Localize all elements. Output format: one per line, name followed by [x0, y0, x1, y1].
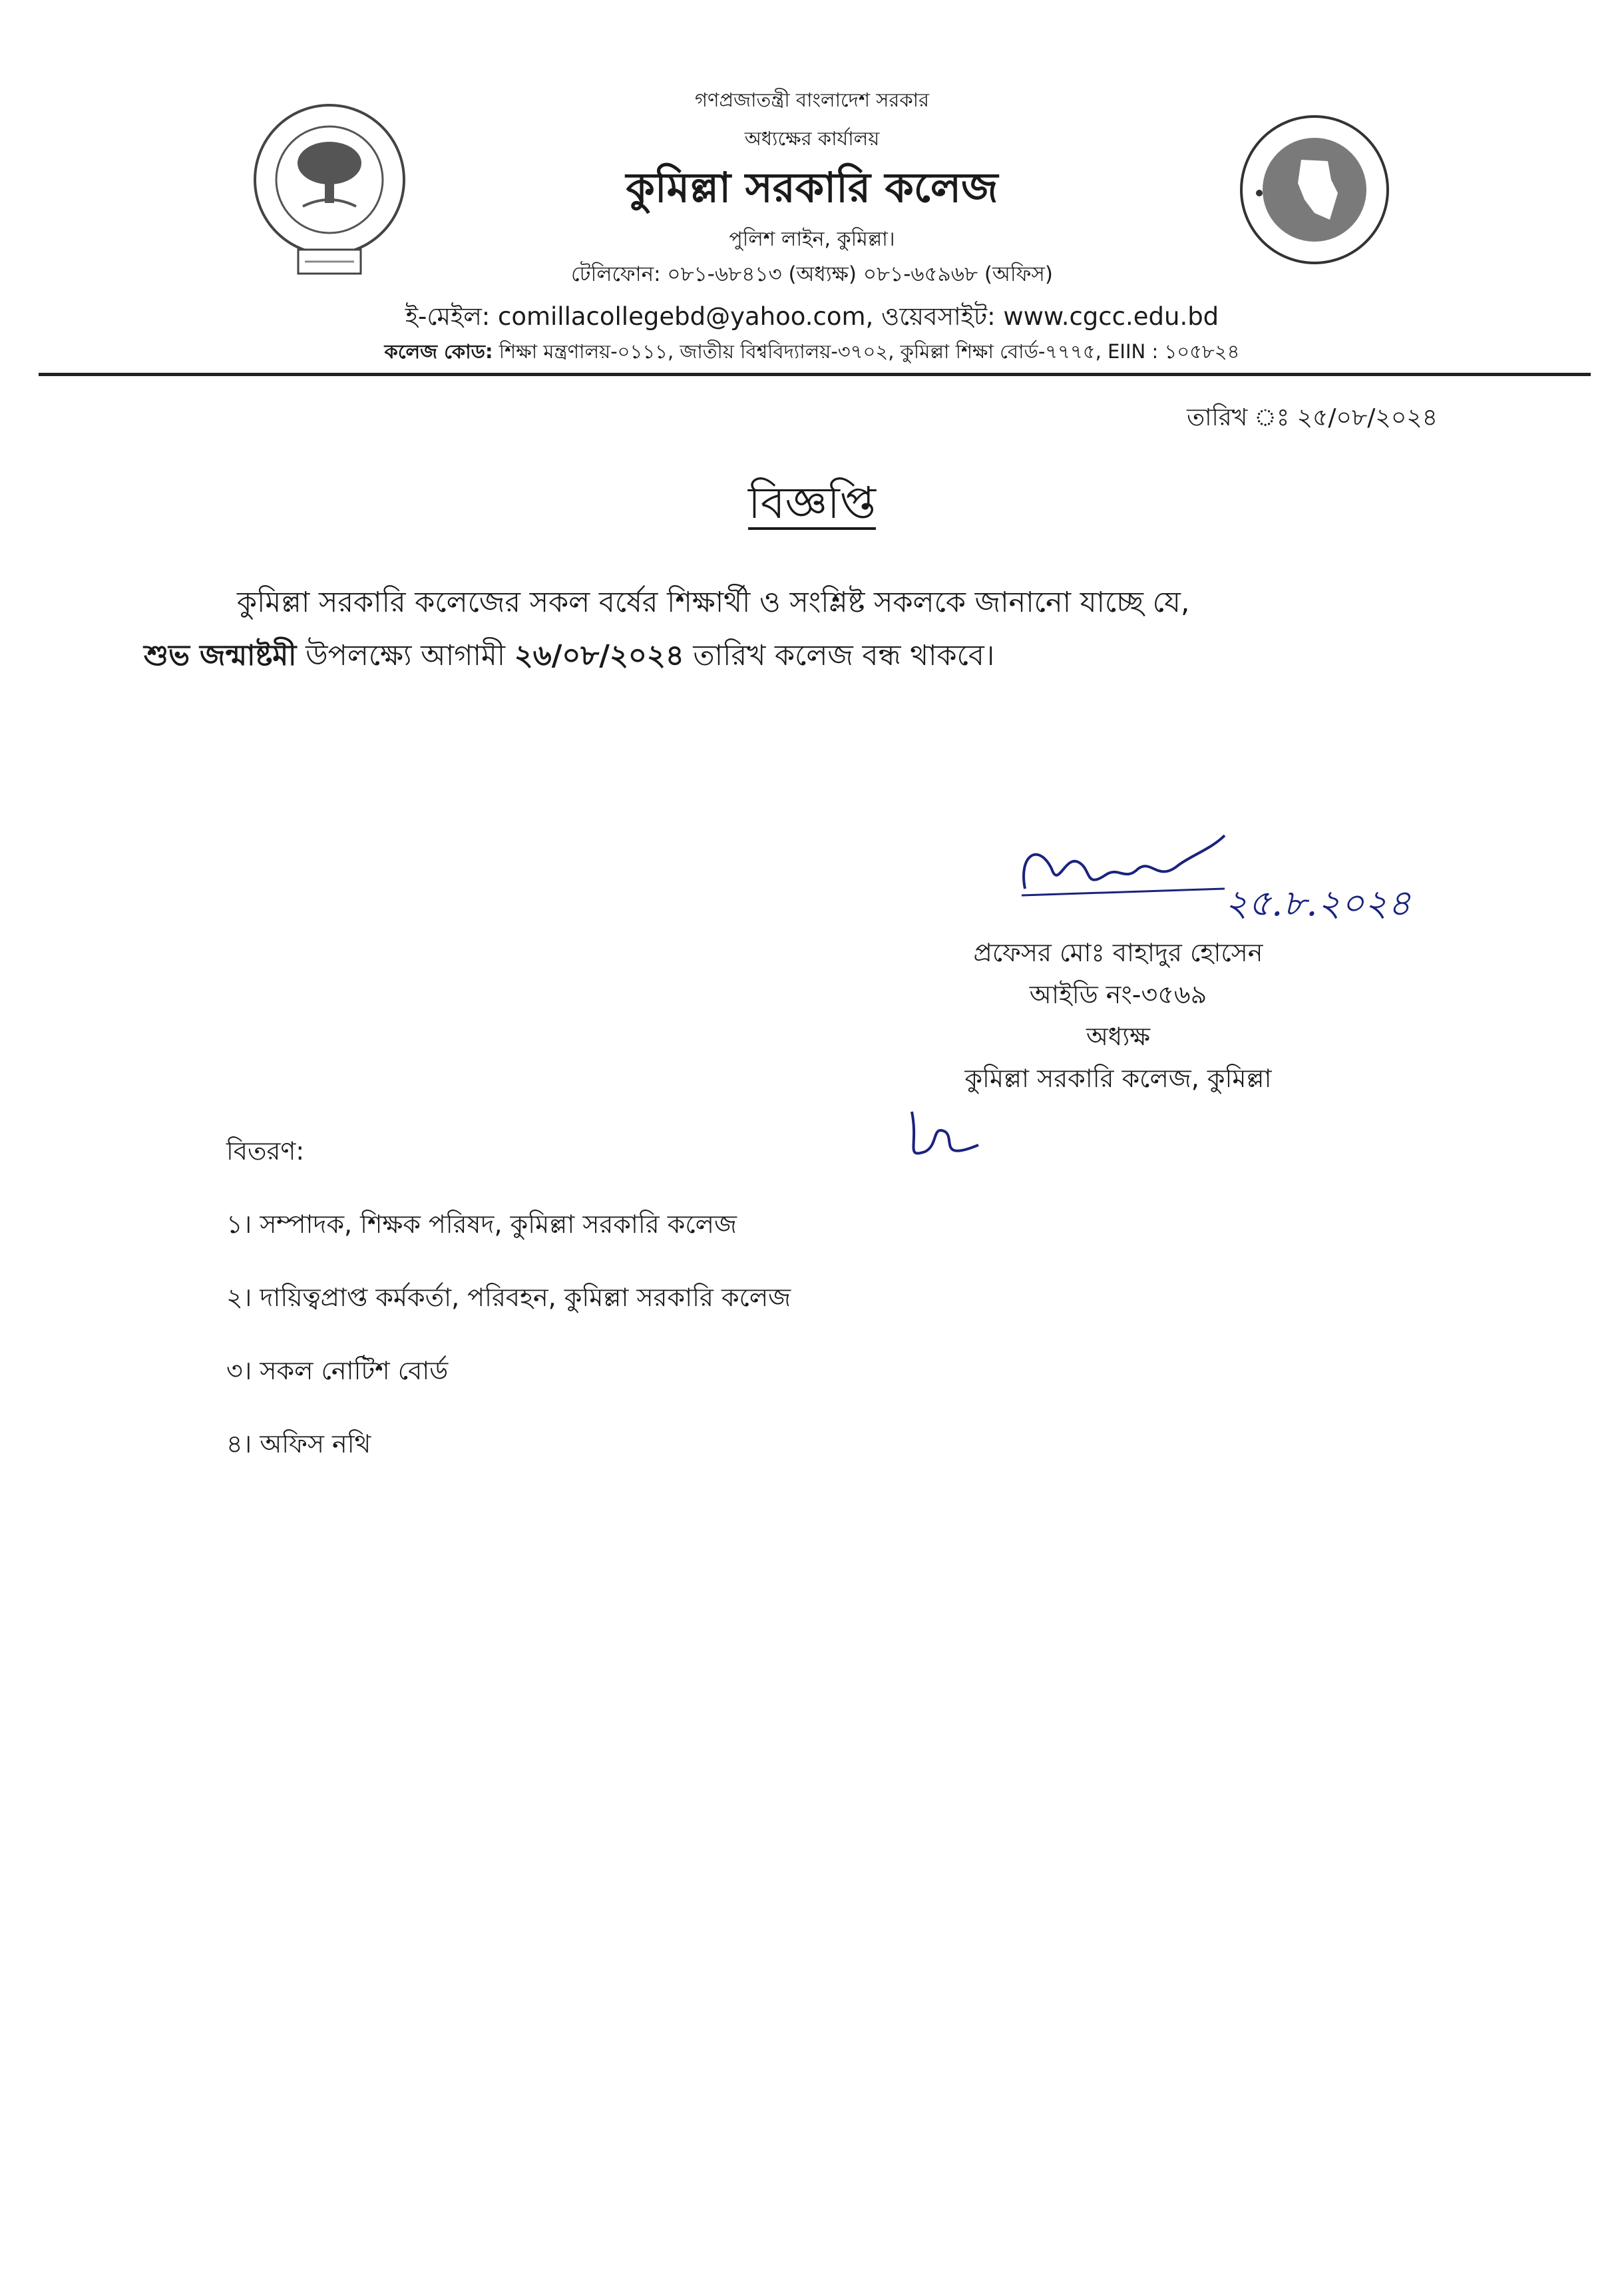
distribution-item: ৩। সকল নোটিশ বোর্ড: [226, 1356, 449, 1385]
notice-body: [144, 576, 1475, 682]
college-code-line: [0, 337, 1624, 369]
college-address: পুলিশ লাইন, কুমিল্লা।: [729, 228, 895, 251]
email-website-line: ই-মেইল: comillacollegebd@yahoo.com, ওয়েবসাইট: www.cgcc.edu.bd: [405, 302, 1219, 331]
notice-title: [0, 469, 1624, 543]
notice-date: তারিখ ঃ ২৫/০৮/২০২৪: [1187, 404, 1438, 431]
college-code-text: শিক্ষা মন্ত্রণালয়-০১১১, জাতীয় বিশ্ববিদ্যালয়-৩৭০২, কুমিল্লা শিক্ষা বোর্ড-৭৭৭৫, EIIN : ১০৫৮২৪: [493, 340, 1240, 363]
body-bold-date: ২৬/০৮/২০২৪: [514, 639, 684, 672]
signatory-block: [865, 932, 1371, 1100]
office-name: অধ্যক্ষের কার্যালয়: [744, 127, 880, 150]
signatory-id: আইডি নং-৩৫৬৯: [1029, 980, 1207, 1009]
body-part1: কুমিল্লা সরকারি কলেজের সকল বর্ষের শিক্ষার্থী ও সংশ্লিষ্ট সকলকে জানানো যাচ্ছে যে,: [237, 586, 1190, 619]
body-part2: উপলক্ষ্যে আগামী: [296, 639, 514, 672]
signature-date: ২৫.৮.২০২৪: [1225, 882, 1411, 924]
distribution-item: ৪। অফিস নথি: [226, 1429, 371, 1459]
body-part3: তারিখ কলেজ বন্ধ থাকবে।: [684, 639, 995, 672]
body-bold-occasion: শুভ জন্মাষ্টমী: [144, 639, 297, 672]
handwritten-signature: [1012, 829, 1238, 915]
college-name: কুমিল্লা সরকারি কলেজ: [626, 163, 998, 212]
government-name: গণপ্রজাতন্ত্রী বাংলাদেশ সরকার: [694, 89, 930, 111]
distribution-item: ২। দায়িত্বপ্রাপ্ত কর্মকর্তা, পরিবহন, কুমিল্লা সরকারি কলেজ: [226, 1283, 791, 1312]
signatory-name: প্রফেসর মোঃ বাহাদুর হোসেন: [973, 938, 1263, 967]
distribution-title: বিতরণ:: [226, 1136, 305, 1166]
signatory-designation: অধ্যক্ষ: [1086, 1022, 1150, 1051]
phone-line: টেলিফোন: ০৮১-৬৮৪১৩ (অধ্যক্ষ) ০৮১-৬৫৯৬৮ (অফিস): [571, 262, 1053, 286]
notice-title-text: বিজ্ঞপ্তি: [748, 477, 876, 529]
header-divider: [39, 373, 1591, 376]
college-code-label: কলেজ কোড:: [384, 340, 493, 363]
handwritten-initial: [892, 1098, 985, 1172]
signatory-institution: কুমিল্লা সরকারি কলেজ, কুমিল্লা: [964, 1064, 1272, 1093]
distribution-item: ১। সম্পাদক, শিক্ষক পরিষদ, কুমিল্লা সরকারি কলেজ: [226, 1210, 737, 1239]
